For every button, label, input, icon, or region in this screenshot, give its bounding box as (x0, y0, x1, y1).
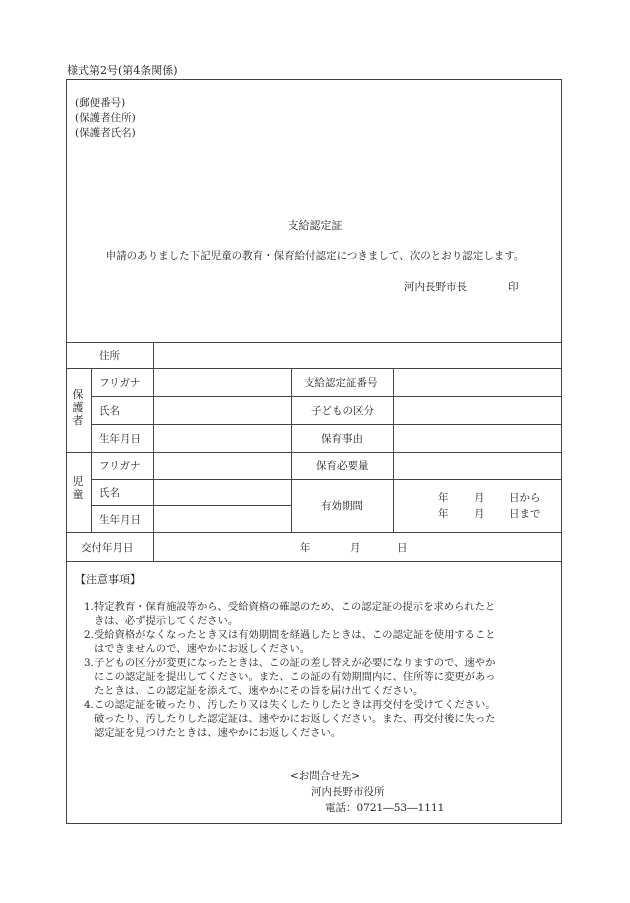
column-divider (393, 368, 394, 532)
note-number: 2. (84, 629, 94, 641)
notes-list (84, 600, 560, 740)
note-line: きは、必ず提示してください。 (94, 615, 239, 627)
row-divider (91, 396, 562, 397)
postal-code-label: (郵便番号) (75, 97, 126, 109)
address-label: 住所 (99, 350, 120, 362)
note-line: 子どもの区分が変更になったときは、この証の差し替えが必要になりますので、速やか (94, 657, 496, 669)
validity-to-day: 日まで (509, 508, 541, 520)
validity-from-year: 年 (438, 492, 449, 504)
row-divider (91, 479, 562, 480)
validity-to-year: 年 (438, 508, 449, 520)
note-line: たときは、この認定証を添えて、速やかにその旨を届け出てください。 (94, 685, 424, 697)
cert-number-label: 支給認定証番号 (304, 377, 378, 389)
guardian-furigana-label: フリガナ (99, 377, 141, 389)
child-birthdate-label: 生年月日 (99, 514, 141, 526)
issuer-name: 河内長野市長 (404, 281, 467, 293)
guardian-section-label: 保護者 (72, 388, 84, 427)
row-divider (66, 452, 562, 453)
note-item (84, 600, 560, 628)
issue-date-label: 交付年月日 (81, 542, 134, 554)
guardian-name-field-label: 氏名 (99, 405, 120, 417)
form-number: 様式第2号(第4条関係) (67, 64, 178, 77)
table-top-border (66, 342, 562, 343)
row-divider (91, 424, 562, 425)
child-name-label: 氏名 (99, 487, 120, 499)
certification-statement: 申請のありました下記児童の教育・保育給付認定につきまして、次のとおり認定します。 (105, 250, 525, 262)
child-category-label: 子どもの区分 (311, 405, 374, 417)
note-line: 受給資格がなくなったとき又は有効期間を経過したときは、この認定証を使用すること (94, 629, 496, 641)
note-line: 認定証を見つけたときは、速やかにお返しください。 (94, 727, 342, 739)
column-divider (291, 368, 292, 532)
validity-from-month: 月 (474, 492, 485, 504)
note-line: この認定証を破ったり、汚したり又は失くしたりしたときは再交付を受けてください。 (94, 699, 496, 711)
row-divider (91, 505, 291, 506)
note-line: はできませんので、速やかにお返しください。 (94, 643, 311, 655)
note-line: 特定教育・保育施設等から、受給資格の確認のため、この認定証の提示を求められたと (94, 601, 496, 613)
notes-heading: 【注意事項】 (75, 573, 141, 586)
column-divider (153, 342, 154, 561)
guardian-name-label: (保護者氏名) (75, 127, 136, 139)
note-item (84, 698, 560, 740)
note-item (84, 656, 560, 698)
contact-heading: <お問合せ先> (290, 770, 361, 782)
contact-phone: 電話：0721―53―1111 (325, 802, 445, 814)
note-number: 4. (84, 699, 94, 711)
issue-date-day: 日 (397, 542, 408, 554)
row-divider (66, 368, 562, 369)
note-item (84, 628, 560, 656)
validity-to-month: 月 (474, 508, 485, 520)
certificate-title: 支給認定証 (287, 219, 343, 232)
issue-date-month: 月 (350, 542, 361, 554)
childcare-amount-label: 保育必要量 (316, 460, 369, 472)
issue-date-year: 年 (300, 542, 311, 554)
validity-period-label: 有効期間 (321, 500, 363, 512)
note-number: 1. (84, 601, 94, 613)
note-number: 3. (84, 657, 94, 669)
table-bottom-border (66, 561, 562, 562)
child-furigana-label: フリガナ (99, 460, 141, 472)
seal-mark: 印 (508, 281, 519, 293)
note-line: にこの認定証を提出してください。また、この証の有効期間内に、住所等に変更があっ (94, 671, 496, 683)
contact-office: 河内長野市役所 (311, 786, 385, 798)
child-section-label: 児童 (72, 475, 84, 501)
childcare-reason-label: 保育事由 (321, 433, 363, 445)
guardian-address-label: (保護者住所) (75, 112, 136, 124)
column-divider (91, 368, 92, 532)
validity-from-day: 日から (509, 492, 541, 504)
guardian-birthdate-label: 生年月日 (99, 433, 141, 445)
note-line: 破ったり、汚したりした認定証は、速やかにお返しください。また、再交付後に失った (94, 713, 496, 725)
row-divider (66, 532, 562, 533)
